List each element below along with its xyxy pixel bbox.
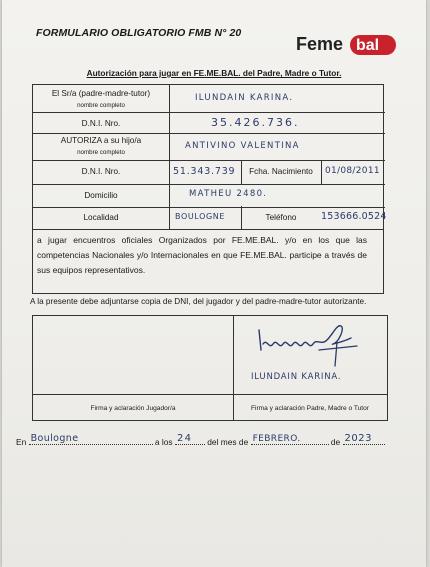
phone-label: Teléfono	[265, 213, 297, 222]
address-label: Domicilio	[84, 191, 118, 200]
player-signature-caption: Firma y aclaración Jugador/a	[90, 405, 176, 412]
place-value[interactable]: Boulogne	[30, 433, 79, 444]
month-value[interactable]: FEBRERO.	[252, 434, 301, 444]
year-label: de	[330, 437, 341, 447]
femebal-logo	[296, 33, 396, 57]
year-value[interactable]: 2023	[344, 433, 372, 444]
authorization-paragraph: a jugar encuentros oficiales Organizados por FE.ME.BAL. y/o en los que las competencias Nacionales y/o Internacionales en que FE.ME.BAL. participe a través de sus equipos representativos.	[37, 235, 367, 275]
child-name-value[interactable]: ANTIVINO VALENTINA	[185, 141, 300, 151]
city-value[interactable]: BOULOGNE	[175, 212, 226, 221]
month-label: del mes de	[207, 437, 249, 447]
city-label: Localidad	[83, 213, 119, 222]
address-value[interactable]: MATHEU 2480.	[189, 189, 268, 199]
birth-date-value[interactable]: 01/08/2011	[325, 166, 380, 176]
authorization-table	[32, 84, 384, 294]
signature-table	[32, 315, 388, 421]
en-label: En	[16, 437, 27, 447]
child-dni-value[interactable]: 51.343.739	[173, 166, 236, 177]
city-row	[32, 206, 387, 230]
form-title: FORMULARIO OBLIGATORIO FMB N° 20	[36, 27, 242, 39]
svg-text:bal: bal	[356, 37, 380, 54]
parent-signature-icon	[253, 320, 363, 372]
parent-sublabel: nombre completo	[77, 102, 125, 109]
parent-clarification[interactable]: ILUNDAIN KARINA.	[251, 372, 342, 382]
form-sheet	[2, 0, 426, 567]
parent-signature-caption: Firma y aclaración Padre, Madre o Tutor	[250, 405, 369, 412]
parent-dni-value[interactable]: 35.426.736.	[211, 116, 300, 129]
day-label: a los	[154, 437, 173, 447]
parent-dni-label: D.N.I. Nro.	[81, 119, 121, 128]
child-sublabel: nombre completo	[77, 149, 125, 156]
attachment-note: A la presente debe adjuntarse copia de DNI, del jugador y del padre-madre-tutor autorizante.	[30, 297, 367, 306]
day-value[interactable]: 24	[176, 433, 193, 444]
authorizes-label: AUTORIZA a su hijo/a	[60, 136, 142, 145]
svg-text:Feme: Feme	[296, 34, 344, 54]
birth-date-label: Fcha. Nacimiento	[249, 167, 313, 176]
child-dni-label: D.N.I. Nro.	[81, 167, 121, 176]
parent-name-value[interactable]: ILUNDAIN KARINA.	[195, 93, 294, 103]
parent-label: El Sr/a (padre-madre-tutor)	[51, 89, 151, 98]
form-subtitle: Autorización para jugar en FE.ME.BAL. del Padre, Madre o Tutor.	[86, 68, 342, 78]
place-date-line	[16, 434, 406, 447]
phone-value[interactable]: 153666.0524	[321, 211, 387, 222]
